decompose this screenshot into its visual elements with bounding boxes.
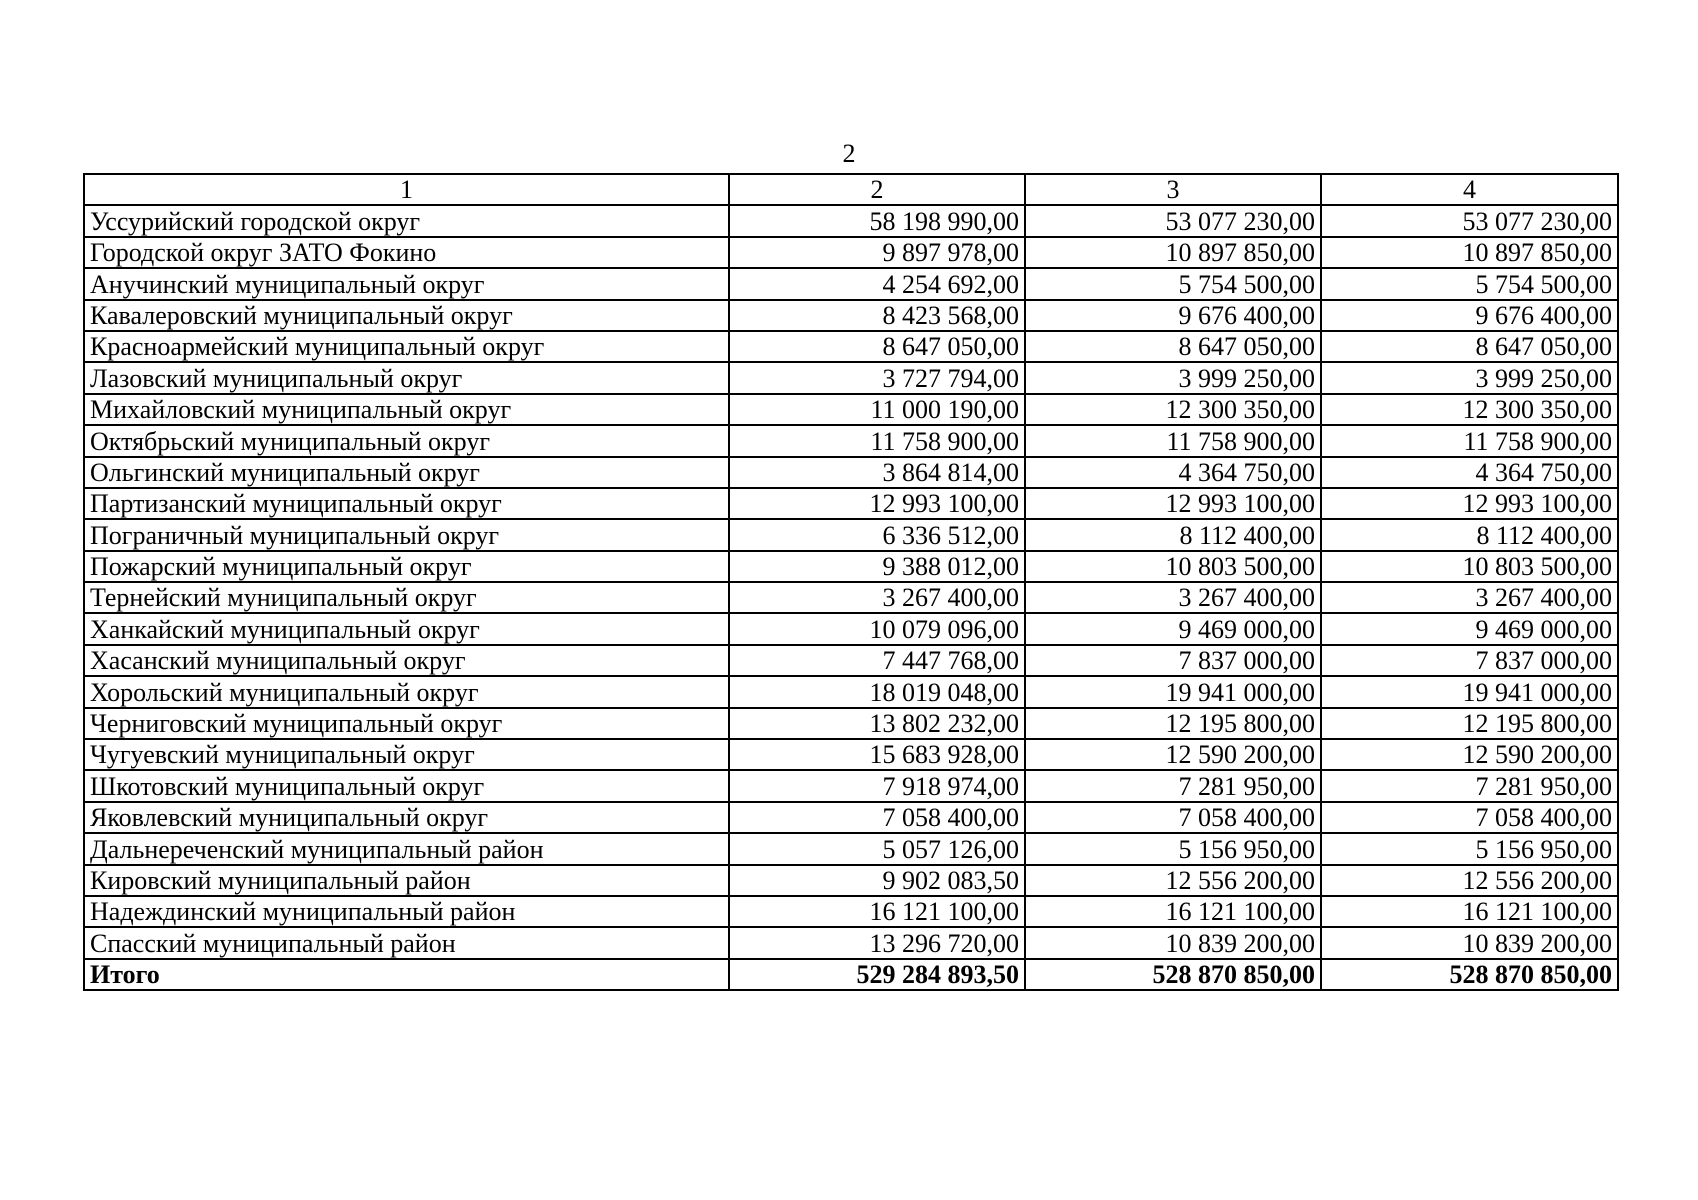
amount-cell: 53 077 230,00	[1025, 205, 1321, 236]
table-row	[84, 582, 1618, 613]
amount-cell: 7 918 974,00	[729, 770, 1025, 801]
page-number: 2	[842, 139, 856, 168]
table-row	[84, 268, 1618, 299]
total-amount-cell: 528 870 850,00	[1321, 959, 1618, 990]
amount-cell: 6 336 512,00	[729, 519, 1025, 550]
table-row	[84, 394, 1618, 425]
municipality-name-cell: Уссурийский городской округ	[84, 205, 729, 236]
amount-cell: 7 281 950,00	[1321, 770, 1618, 801]
amount-cell: 8 647 050,00	[1025, 331, 1321, 362]
municipality-name-cell: Анучинский муниципальный округ	[84, 268, 729, 299]
amount-cell: 9 902 083,50	[729, 865, 1025, 896]
municipality-name-cell: Чугуевский муниципальный округ	[84, 739, 729, 770]
amount-cell: 9 469 000,00	[1025, 613, 1321, 644]
amount-cell: 5 057 126,00	[729, 833, 1025, 864]
municipality-name-cell: Кавалеровский муниципальный округ	[84, 300, 729, 331]
municipality-name-cell: Надеждинский муниципальный район	[84, 896, 729, 927]
header-row	[84, 174, 1618, 205]
amount-cell: 7 058 400,00	[729, 802, 1025, 833]
table-row	[84, 613, 1618, 644]
total-amount-cell: 528 870 850,00	[1025, 959, 1321, 990]
table-row	[84, 645, 1618, 676]
amount-cell: 13 802 232,00	[729, 708, 1025, 739]
amount-cell: 3 999 250,00	[1025, 362, 1321, 393]
amount-cell: 12 993 100,00	[1321, 488, 1618, 519]
amount-cell: 11 000 190,00	[729, 394, 1025, 425]
amount-cell: 7 058 400,00	[1025, 802, 1321, 833]
amount-cell: 9 469 000,00	[1321, 613, 1618, 644]
amount-cell: 5 156 950,00	[1025, 833, 1321, 864]
amount-cell: 10 897 850,00	[1025, 237, 1321, 268]
amount-cell: 3 999 250,00	[1321, 362, 1618, 393]
amount-cell: 5 754 500,00	[1025, 268, 1321, 299]
table-body	[84, 205, 1618, 990]
amount-cell: 7 447 768,00	[729, 645, 1025, 676]
municipality-name-cell: Пограничный муниципальный округ	[84, 519, 729, 550]
amount-cell: 3 267 400,00	[1321, 582, 1618, 613]
amount-cell: 53 077 230,00	[1321, 205, 1618, 236]
amount-cell: 16 121 100,00	[1321, 896, 1618, 927]
municipality-name-cell: Октябрьский муниципальный округ	[84, 425, 729, 456]
amount-cell: 13 296 720,00	[729, 927, 1025, 958]
municipality-name-cell: Хорольский муниципальный округ	[84, 676, 729, 707]
municipality-name-cell: Хасанский муниципальный округ	[84, 645, 729, 676]
table-row	[84, 551, 1618, 582]
amount-cell: 8 112 400,00	[1321, 519, 1618, 550]
table-row	[84, 708, 1618, 739]
table-row	[84, 457, 1618, 488]
amount-cell: 8 112 400,00	[1025, 519, 1321, 550]
municipality-name-cell: Дальнереченский муниципальный район	[84, 833, 729, 864]
column-header-1: 1	[84, 174, 729, 205]
table-row	[84, 833, 1618, 864]
amount-cell: 5 156 950,00	[1321, 833, 1618, 864]
amount-cell: 12 300 350,00	[1025, 394, 1321, 425]
amount-cell: 10 803 500,00	[1321, 551, 1618, 582]
table-row	[84, 865, 1618, 896]
amount-cell: 15 683 928,00	[729, 739, 1025, 770]
amount-cell: 8 647 050,00	[729, 331, 1025, 362]
table-row	[84, 425, 1618, 456]
table-row	[84, 802, 1618, 833]
amount-cell: 12 300 350,00	[1321, 394, 1618, 425]
column-header-2: 2	[729, 174, 1025, 205]
table-row	[84, 896, 1618, 927]
municipality-name-cell: Ханкайский муниципальный округ	[84, 613, 729, 644]
municipality-name-cell: Шкотовский муниципальный округ	[84, 770, 729, 801]
amount-cell: 9 676 400,00	[1321, 300, 1618, 331]
amount-cell: 12 195 800,00	[1321, 708, 1618, 739]
amount-cell: 10 839 200,00	[1321, 927, 1618, 958]
amount-cell: 5 754 500,00	[1321, 268, 1618, 299]
amount-cell: 12 993 100,00	[729, 488, 1025, 519]
amount-cell: 18 019 048,00	[729, 676, 1025, 707]
amount-cell: 12 590 200,00	[1321, 739, 1618, 770]
amount-cell: 8 423 568,00	[729, 300, 1025, 331]
amount-cell: 8 647 050,00	[1321, 331, 1618, 362]
municipality-name-cell: Михайловский муниципальный округ	[84, 394, 729, 425]
amount-cell: 10 897 850,00	[1321, 237, 1618, 268]
amount-cell: 11 758 900,00	[1321, 425, 1618, 456]
amount-cell: 3 727 794,00	[729, 362, 1025, 393]
amount-cell: 11 758 900,00	[729, 425, 1025, 456]
table-row	[84, 676, 1618, 707]
table-row	[84, 770, 1618, 801]
amount-cell: 12 556 200,00	[1321, 865, 1618, 896]
amount-cell: 16 121 100,00	[1025, 896, 1321, 927]
municipality-name-cell: Черниговский муниципальный округ	[84, 708, 729, 739]
amount-cell: 12 590 200,00	[1025, 739, 1321, 770]
amount-cell: 16 121 100,00	[729, 896, 1025, 927]
municipality-name-cell: Тернейский муниципальный округ	[84, 582, 729, 613]
amount-cell: 9 897 978,00	[729, 237, 1025, 268]
amount-cell: 7 281 950,00	[1025, 770, 1321, 801]
amount-cell: 9 388 012,00	[729, 551, 1025, 582]
amount-cell: 9 676 400,00	[1025, 300, 1321, 331]
municipality-name-cell: Яковлевский муниципальный округ	[84, 802, 729, 833]
amount-cell: 10 803 500,00	[1025, 551, 1321, 582]
table-row	[84, 331, 1618, 362]
amount-cell: 4 254 692,00	[729, 268, 1025, 299]
municipality-name-cell: Партизанский муниципальный округ	[84, 488, 729, 519]
total-row	[84, 959, 1618, 990]
amount-cell: 7 058 400,00	[1321, 802, 1618, 833]
amount-cell: 3 267 400,00	[729, 582, 1025, 613]
municipality-name-cell: Пожарский муниципальный округ	[84, 551, 729, 582]
municipality-name-cell: Городской округ ЗАТО Фокино	[84, 237, 729, 268]
amount-cell: 19 941 000,00	[1321, 676, 1618, 707]
amount-cell: 4 364 750,00	[1321, 457, 1618, 488]
amount-cell: 3 864 814,00	[729, 457, 1025, 488]
table-row	[84, 519, 1618, 550]
amount-cell: 4 364 750,00	[1025, 457, 1321, 488]
table-row	[84, 205, 1618, 236]
table-row	[84, 927, 1618, 958]
amount-cell: 10 839 200,00	[1025, 927, 1321, 958]
amount-cell: 7 837 000,00	[1025, 645, 1321, 676]
column-header-4: 4	[1321, 174, 1618, 205]
municipality-name-cell: Кировский муниципальный район	[84, 865, 729, 896]
total-amount-cell: 529 284 893,50	[729, 959, 1025, 990]
amount-cell: 19 941 000,00	[1025, 676, 1321, 707]
amount-cell: 12 195 800,00	[1025, 708, 1321, 739]
total-label-cell: Итого	[84, 959, 729, 990]
amount-cell: 12 556 200,00	[1025, 865, 1321, 896]
table-row	[84, 362, 1618, 393]
table-row	[84, 300, 1618, 331]
budget-table	[83, 173, 1619, 991]
municipality-name-cell: Ольгинский муниципальный округ	[84, 457, 729, 488]
table-row	[84, 488, 1618, 519]
column-header-3: 3	[1025, 174, 1321, 205]
amount-cell: 11 758 900,00	[1025, 425, 1321, 456]
amount-cell: 10 079 096,00	[729, 613, 1025, 644]
municipality-name-cell: Спасский муниципальный район	[84, 927, 729, 958]
amount-cell: 58 198 990,00	[729, 205, 1025, 236]
table-row	[84, 237, 1618, 268]
amount-cell: 7 837 000,00	[1321, 645, 1618, 676]
municipality-name-cell: Красноармейский муниципальный округ	[84, 331, 729, 362]
amount-cell: 3 267 400,00	[1025, 582, 1321, 613]
table-row	[84, 739, 1618, 770]
municipality-name-cell: Лазовский муниципальный округ	[84, 362, 729, 393]
amount-cell: 12 993 100,00	[1025, 488, 1321, 519]
